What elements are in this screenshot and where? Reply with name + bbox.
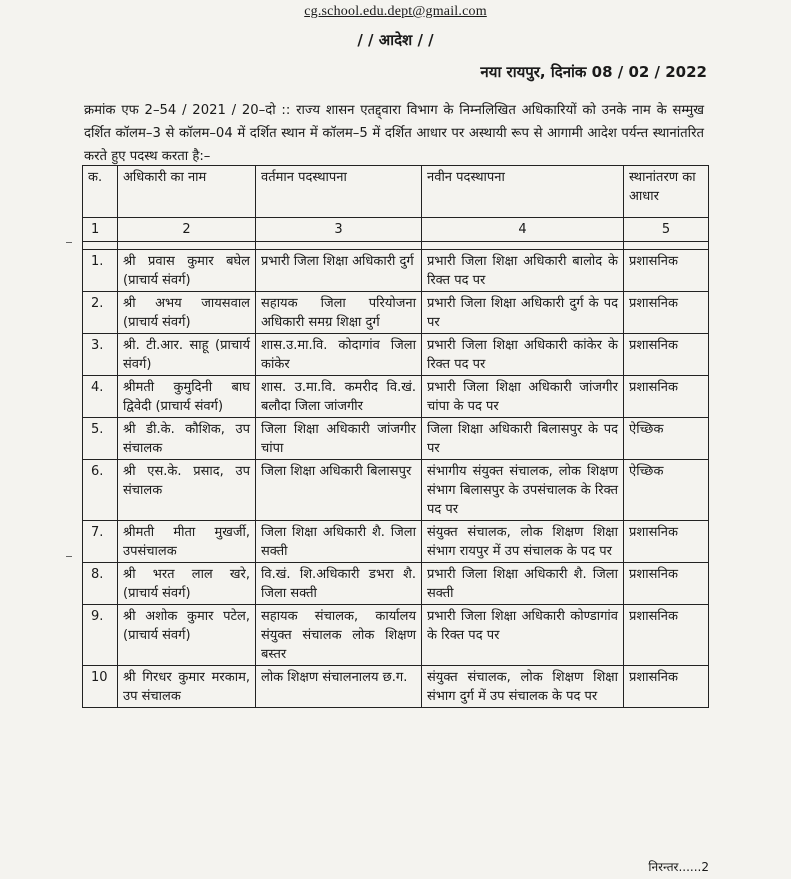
new-posting: प्रभारी जिला शिक्षा अधिकारी बालोद के रिक्त पद पर bbox=[422, 250, 624, 292]
table-row bbox=[83, 666, 709, 708]
officer-name: श्री. टी.आर. साहू (प्राचार्य संवर्ग) bbox=[118, 334, 256, 376]
header-current-posting: वर्तमान पदस्थापना bbox=[256, 166, 422, 218]
officer-name: श्री प्रवास कुमार बघेल (प्राचार्य संवर्ग) bbox=[118, 250, 256, 292]
transfer-basis: प्रशासनिक bbox=[624, 605, 709, 666]
header-officer-name: अधिकारी का नाम bbox=[118, 166, 256, 218]
place-date: नया रायपुर, दिनांक 08 / 02 / 2022 bbox=[480, 63, 707, 81]
transfer-basis: ऐच्छिक bbox=[624, 460, 709, 521]
table-row bbox=[83, 563, 709, 605]
table-header-row bbox=[83, 166, 709, 218]
header-transfer-basis: स्थानांतरण का आधार bbox=[624, 166, 709, 218]
new-posting: संयुक्त संचालक, लोक शिक्षण शिक्षा संभाग दुर्ग में उप संचालक के पद पर bbox=[422, 666, 624, 708]
table-row bbox=[83, 605, 709, 666]
row-serial: 8. bbox=[83, 563, 118, 605]
row-serial: 7. bbox=[83, 521, 118, 563]
officer-name: श्री गिरधर कुमार मरकाम, उप संचालक bbox=[118, 666, 256, 708]
transfer-basis: प्रशासनिक bbox=[624, 376, 709, 418]
officer-name: श्री अभय जायसवाल (प्राचार्य संवर्ग) bbox=[118, 292, 256, 334]
row-serial: 3. bbox=[83, 334, 118, 376]
transfer-basis: प्रशासनिक bbox=[624, 250, 709, 292]
column-number: 2 bbox=[118, 218, 256, 242]
row-serial: 10 bbox=[83, 666, 118, 708]
new-posting: प्रभारी जिला शिक्षा अधिकारी जांजगीर चांपा के पद पर bbox=[422, 376, 624, 418]
new-posting: संयुक्त संचालक, लोक शिक्षण शिक्षा संभाग रायपुर में उप संचालक के पद पर bbox=[422, 521, 624, 563]
new-posting: जिला शिक्षा अधिकारी बिलासपुर के पद पर bbox=[422, 418, 624, 460]
officer-name: श्री एस.के. प्रसाद, उप संचालक bbox=[118, 460, 256, 521]
table-row bbox=[83, 334, 709, 376]
current-posting: जिला शिक्षा अधिकारी जांजगीर चांपा bbox=[256, 418, 422, 460]
transfer-basis: प्रशासनिक bbox=[624, 334, 709, 376]
current-posting: लोक शिक्षण संचालनालय छ.ग. bbox=[256, 666, 422, 708]
current-posting: प्रभारी जिला शिक्षा अधिकारी दुर्ग bbox=[256, 250, 422, 292]
header-serial: क. bbox=[83, 166, 118, 218]
header-new-posting: नवीन पदस्थापना bbox=[422, 166, 624, 218]
row-serial: 5. bbox=[83, 418, 118, 460]
current-posting: जिला शिक्षा अधिकारी शै. जिला सक्ती bbox=[256, 521, 422, 563]
current-posting: वि.खं. शि.अधिकारी डभरा शै. जिला सक्ती bbox=[256, 563, 422, 605]
current-posting: जिला शिक्षा अधिकारी बिलासपुर bbox=[256, 460, 422, 521]
order-intro-paragraph: क्रमांक एफ 2–54 / 2021 / 20–दो :: राज्य शासन एतद्द्वारा विभाग के निम्नलिखित अधिकारियों को उनके नाम के सम्मुख दर्शित कॉलम–3 से कॉलम–04 में दर्शित स्थान में कॉलम–5 में दर्शित आधार पर अस्थायी रूप से आगामी आदेश पर्यन्त स्थानांतरित करते हुए पदस्थ करता है:– bbox=[84, 103, 704, 164]
officer-name: श्री डी.के. कौशिक, उप संचालक bbox=[118, 418, 256, 460]
table-spacer bbox=[83, 242, 709, 250]
order-title: / / आदेश / / bbox=[357, 31, 434, 49]
row-serial: 2. bbox=[83, 292, 118, 334]
table-row bbox=[83, 250, 709, 292]
margin-mark bbox=[66, 242, 72, 243]
officer-name: श्रीमती मीता मुखर्जी, उपसंचालक bbox=[118, 521, 256, 563]
row-serial: 9. bbox=[83, 605, 118, 666]
new-posting: प्रभारी जिला शिक्षा अधिकारी शै. जिला सक्ती bbox=[422, 563, 624, 605]
officer-name: श्री भरत लाल खरे, (प्राचार्य संवर्ग) bbox=[118, 563, 256, 605]
table-row bbox=[83, 418, 709, 460]
table-row bbox=[83, 292, 709, 334]
new-posting: प्रभारी जिला शिक्षा अधिकारी दुर्ग के पद पर bbox=[422, 292, 624, 334]
transfer-table bbox=[82, 165, 709, 708]
new-posting: प्रभारी जिला शिक्षा अधिकारी कांकेर के रिक्त पद पर bbox=[422, 334, 624, 376]
table-row bbox=[83, 521, 709, 563]
new-posting: संभागीय संयुक्त संचालक, लोक शिक्षण संभाग बिलासपुर के उपसंचालक के रिक्त पद पर bbox=[422, 460, 624, 521]
column-number: 1 bbox=[83, 218, 118, 242]
row-serial: 6. bbox=[83, 460, 118, 521]
column-number: 3 bbox=[256, 218, 422, 242]
continued-marker: निरन्तर......2 bbox=[648, 860, 709, 874]
column-number-row bbox=[83, 218, 709, 242]
current-posting: शास.उ.मा.वि. कोदागांव जिला कांकेर bbox=[256, 334, 422, 376]
margin-mark bbox=[66, 556, 72, 557]
current-posting: सहायक संचालक, कार्यालय संयुक्त संचालक लोक शिक्षण बस्तर bbox=[256, 605, 422, 666]
row-serial: 4. bbox=[83, 376, 118, 418]
current-posting: सहायक जिला परियोजना अधिकारी समग्र शिक्षा दुर्ग bbox=[256, 292, 422, 334]
table-row bbox=[83, 376, 709, 418]
officer-name: श्री अशोक कुमार पटेल, (प्राचार्य संवर्ग) bbox=[118, 605, 256, 666]
transfer-basis: प्रशासनिक bbox=[624, 666, 709, 708]
transfer-basis: प्रशासनिक bbox=[624, 563, 709, 605]
row-serial: 1. bbox=[83, 250, 118, 292]
current-posting: शास. उ.मा.वि. कमरीद वि.खं. बलौदा जिला जांजगीर bbox=[256, 376, 422, 418]
transfer-basis: ऐच्छिक bbox=[624, 418, 709, 460]
new-posting: प्रभारी जिला शिक्षा अधिकारी कोण्डागांव के रिक्त पद पर bbox=[422, 605, 624, 666]
transfer-basis: प्रशासनिक bbox=[624, 292, 709, 334]
column-number: 5 bbox=[624, 218, 709, 242]
column-number: 4 bbox=[422, 218, 624, 242]
department-email: cg.school.edu.dept@gmail.com bbox=[304, 4, 487, 19]
transfer-basis: प्रशासनिक bbox=[624, 521, 709, 563]
table-row bbox=[83, 460, 709, 521]
officer-name: श्रीमती कुमुदिनी बाघ द्विवेदी (प्राचार्य संवर्ग) bbox=[118, 376, 256, 418]
